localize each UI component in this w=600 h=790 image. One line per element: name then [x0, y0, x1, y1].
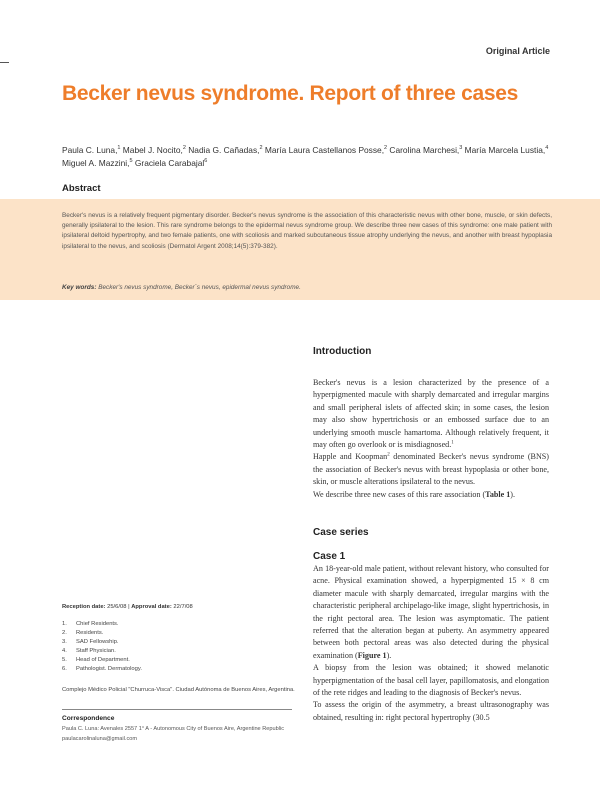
author: María Marcela Lustia,$^4$: [462, 145, 549, 155]
correspondence-heading: Correspondence: [62, 715, 115, 722]
paragraph: To assess the origin of the asymmetry, a breast ultrasonography was obtained, resulting in: right pectoral hypertrophy (30.5: [313, 700, 549, 722]
abstract-heading: Abstract: [62, 183, 101, 194]
figure-reference: Figure 1: [357, 650, 387, 660]
role-item: 6. Pathologist. Dermatology.: [62, 665, 142, 672]
paragraph: Happle and Koopman$^2$ denominated Becker's nevus syndrome (BNS) the association of Becker's nevus with breast hypoplasia or other bone, skin, or muscle alterations ipsilateral to the nevus.: [313, 452, 550, 487]
paragraph: A biopsy from the lesion was obtained; it showed melanotic hyperpigmentation of the basal cell layer, papillomatosis, and elongation of the rete ridges and leading to the diagnosis of Becker's nevus.: [313, 663, 549, 698]
paragraph: Becker's nevus is a lesion characterized by the presence of a hyperpigmented macule with sharply demarcated and irregular margins and small peripheral islets of affected skin; in some cases, the lesion may also show hypertrichosis or an embossed surface due to an underlying smooth muscle hamartoma. Although relatively frequent, it may often go overlook or is misdiagnosed.$^1$: [313, 378, 549, 450]
case-1-text: [313, 563, 549, 724]
author: Carolina Marchesi,$^3$: [387, 145, 463, 155]
author: Graciela Carabajal$^6$: [132, 158, 208, 168]
table-reference: Table 1: [485, 489, 511, 499]
paragraph: We describe three new cases of this rare association (Table 1).: [313, 489, 516, 499]
abstract-text: Becker's nevus is a relatively frequent pigmentary disorder. Becker's nevus syndrome is the association of this characteristic nevus with other bone, muscle, or skin defects, generally ipsilateral to the lesion. This rare syndrome belongs to the epidermal nevus syndrome group. We describe three new cases of this syndrome: one male patient with ipsilateral deltoid hypertrophy, and two female patients, one with scoliosis and marked subcutaneous tissue atrophy underlying the nevus, and another with breast hypoplasia ipsilateral to the nevus, and scoliosis (Dermatol Argent 2008;14(5):379-382).: [62, 212, 552, 250]
author: María Laura Castellanos Posse,$^2$: [262, 145, 388, 155]
keywords: [62, 283, 552, 293]
introduction-heading: Introduction: [313, 346, 372, 357]
author-list: [62, 144, 562, 170]
correspondence-email[interactable]: paulacarolinaluna@gmail.com: [62, 736, 138, 742]
reception-date: 25/6/08: [107, 604, 127, 610]
role-item: 2. Residents.: [62, 629, 104, 636]
keywords-list: Becker's nevus syndrome, Becker´s nevus, epidermal nevus syndrome.: [98, 284, 301, 291]
article-dates: Reception date: 25/6/08 | Approval date: 22/7/08: [62, 604, 193, 610]
affiliation: Complejo Médico Policial "Churruca-Visca". Ciudad Autónoma de Buenos Aires, Argentina.: [62, 687, 295, 693]
approval-date: 22/7/08: [173, 604, 193, 610]
correspondence-divider: [62, 709, 292, 710]
author-roles: [62, 620, 292, 673]
role-item: 1. Chief Residents.: [62, 621, 119, 627]
correspondence-address: Paula C. Luna: Avenales 2557 1° A - Autonomous City of Buenos Aire, Argentine Republic: [62, 726, 284, 732]
role-item: 3. SAD Fellowship.: [62, 638, 119, 645]
article-title: Becker nevus syndrome. Report of three cases: [62, 82, 518, 105]
author: Paula C. Luna,$^1$: [62, 145, 121, 155]
author: Mabel J. Nocito,$^2$: [120, 145, 186, 155]
header-rule: [0, 62, 9, 63]
section-label: Original Article: [485, 46, 550, 56]
case-1-heading: Case 1: [313, 551, 346, 562]
introduction-text: [313, 377, 549, 501]
author: Nadia G. Cañadas,$^2$: [185, 145, 263, 155]
role-item: 5. Head of Department.: [62, 656, 130, 663]
case-series-heading: Case series: [313, 527, 369, 538]
keywords-label: Key words:: [62, 284, 97, 291]
author: Miguel A. Mazzini,$^5$: [62, 158, 133, 168]
role-item: 4. Staff Physician.: [62, 647, 116, 654]
paragraph: An 18-year-old male patient, without relevant history, who consulted for acne. Physical examination showed, a hyperpigmented 15 × 8 cm diameter macule with sharply demarcated, irregular margins with the characteristic peripheral archipelago-like image, slight hypertrichosis, in the right pectoral area. The lesion was asymptomatic. The patient referred that the alteration began at puberty. An asymmetry appeared between both pectoral areas was also detected during the physical examination (Figure 1).: [313, 564, 549, 660]
